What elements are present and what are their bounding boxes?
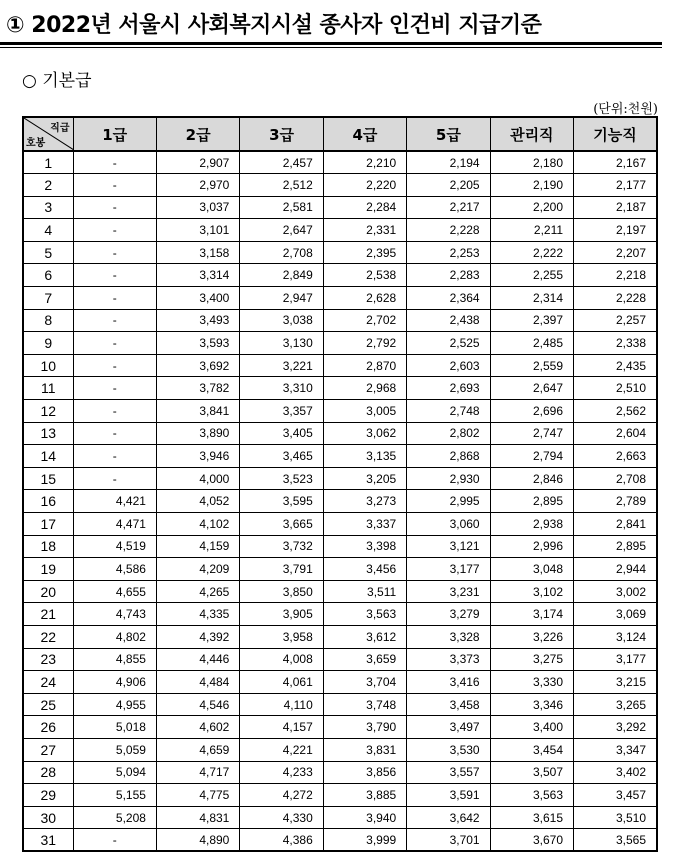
value-cell: 3,060 (407, 513, 490, 536)
column-header: 5급 (407, 117, 490, 151)
value-cell: 2,197 (574, 219, 657, 242)
value-cell: 3,310 (240, 377, 323, 400)
column-header: 3급 (240, 117, 323, 151)
value-cell: 3,557 (407, 761, 490, 784)
value-cell: 5,155 (73, 784, 156, 807)
value-cell: 2,748 (407, 400, 490, 423)
value-cell: 4,519 (73, 535, 156, 558)
value-cell: 3,692 (156, 354, 239, 377)
table-row (23, 513, 657, 536)
step-cell: 14 (23, 445, 73, 468)
step-cell: 23 (23, 648, 73, 671)
value-cell: 4,775 (156, 784, 239, 807)
value-cell: 2,693 (407, 377, 490, 400)
title-underline-thick (0, 42, 662, 45)
value-cell: 2,253 (407, 241, 490, 264)
value-cell: 2,210 (323, 151, 406, 174)
value-cell: 4,743 (73, 603, 156, 626)
value-cell: 4,272 (240, 784, 323, 807)
table-row (23, 309, 657, 332)
value-cell: 4,102 (156, 513, 239, 536)
value-cell: 2,789 (574, 490, 657, 513)
value-cell: 2,438 (407, 309, 490, 332)
value-cell: 3,347 (574, 738, 657, 761)
value-cell: - (73, 467, 156, 490)
value-cell: 2,870 (323, 354, 406, 377)
value-cell: 4,831 (156, 806, 239, 829)
value-cell: 3,231 (407, 580, 490, 603)
table-row (23, 332, 657, 355)
table-row (23, 241, 657, 264)
value-cell: 2,228 (574, 287, 657, 310)
value-cell: 2,747 (490, 422, 573, 445)
step-cell: 25 (23, 693, 73, 716)
value-cell: 3,275 (490, 648, 573, 671)
step-cell: 6 (23, 264, 73, 287)
value-cell: 2,180 (490, 151, 573, 174)
value-cell: 4,802 (73, 625, 156, 648)
table-row (23, 580, 657, 603)
value-cell: 2,257 (574, 309, 657, 332)
value-cell: 3,177 (574, 648, 657, 671)
corner-grade-label: 직급 (50, 123, 70, 134)
value-cell: 2,284 (323, 196, 406, 219)
value-cell: 4,546 (156, 693, 239, 716)
value-cell: 3,273 (323, 490, 406, 513)
step-cell: 31 (23, 829, 73, 852)
value-cell: - (73, 264, 156, 287)
corner-step-label: 호봉 (26, 138, 46, 149)
value-cell: 3,158 (156, 241, 239, 264)
value-cell: 3,841 (156, 400, 239, 423)
value-cell: 4,421 (73, 490, 156, 513)
value-cell: 5,018 (73, 716, 156, 739)
value-cell: 3,062 (323, 422, 406, 445)
step-cell: 19 (23, 558, 73, 581)
value-cell: 2,220 (323, 174, 406, 197)
value-cell: 3,400 (490, 716, 573, 739)
value-cell: - (73, 422, 156, 445)
value-cell: 3,615 (490, 806, 573, 829)
value-cell: 3,940 (323, 806, 406, 829)
value-cell: 4,233 (240, 761, 323, 784)
table-row (23, 219, 657, 242)
value-cell: 3,048 (490, 558, 573, 581)
value-cell: 4,717 (156, 761, 239, 784)
value-cell: 3,497 (407, 716, 490, 739)
value-cell: 2,868 (407, 445, 490, 468)
value-cell: 3,279 (407, 603, 490, 626)
value-cell: 3,458 (407, 693, 490, 716)
value-cell: 4,159 (156, 535, 239, 558)
value-cell: 4,209 (156, 558, 239, 581)
step-cell: 28 (23, 761, 73, 784)
value-cell: 3,457 (574, 784, 657, 807)
value-cell: 3,124 (574, 625, 657, 648)
value-cell: 2,228 (407, 219, 490, 242)
value-cell: 3,465 (240, 445, 323, 468)
value-cell: 3,130 (240, 332, 323, 355)
table-row (23, 671, 657, 694)
value-cell: 3,563 (323, 603, 406, 626)
value-cell: 3,215 (574, 671, 657, 694)
value-cell: 3,373 (407, 648, 490, 671)
value-cell: 3,205 (323, 467, 406, 490)
value-cell: 3,069 (574, 603, 657, 626)
value-cell: 3,591 (407, 784, 490, 807)
step-cell: 10 (23, 354, 73, 377)
value-cell: 3,748 (323, 693, 406, 716)
value-cell: 3,101 (156, 219, 239, 242)
value-cell: 3,563 (490, 784, 573, 807)
value-cell: 2,200 (490, 196, 573, 219)
table-row (23, 784, 657, 807)
value-cell: 3,732 (240, 535, 323, 558)
value-cell: 3,523 (240, 467, 323, 490)
title-underline-thin (0, 47, 662, 48)
value-cell: 2,849 (240, 264, 323, 287)
value-cell: 3,946 (156, 445, 239, 468)
column-header: 1급 (73, 117, 156, 151)
value-cell: 2,217 (407, 196, 490, 219)
value-cell: 4,330 (240, 806, 323, 829)
value-cell: 5,059 (73, 738, 156, 761)
value-cell: 2,647 (490, 377, 573, 400)
column-header: 4급 (323, 117, 406, 151)
value-cell: 2,314 (490, 287, 573, 310)
value-cell: 2,944 (574, 558, 657, 581)
value-cell: 4,052 (156, 490, 239, 513)
value-cell: 3,405 (240, 422, 323, 445)
value-cell: 3,593 (156, 332, 239, 355)
value-cell: 4,000 (156, 467, 239, 490)
step-cell: 3 (23, 196, 73, 219)
table-row (23, 490, 657, 513)
column-header: 관리직 (490, 117, 573, 151)
value-cell: - (73, 354, 156, 377)
salary-table (22, 116, 658, 852)
value-cell: 2,211 (490, 219, 573, 242)
value-cell: 2,255 (490, 264, 573, 287)
value-cell: 3,595 (240, 490, 323, 513)
table-row (23, 829, 657, 852)
value-cell: 3,905 (240, 603, 323, 626)
value-cell: 2,702 (323, 309, 406, 332)
value-cell: 4,221 (240, 738, 323, 761)
value-cell: 5,208 (73, 806, 156, 829)
value-cell: 3,038 (240, 309, 323, 332)
table-row (23, 377, 657, 400)
value-cell: 2,395 (323, 241, 406, 264)
step-cell: 9 (23, 332, 73, 355)
step-cell: 29 (23, 784, 73, 807)
value-cell: 2,364 (407, 287, 490, 310)
value-cell: 3,885 (323, 784, 406, 807)
step-cell: 17 (23, 513, 73, 536)
step-cell: 12 (23, 400, 73, 423)
value-cell: 2,581 (240, 196, 323, 219)
step-cell: 5 (23, 241, 73, 264)
value-cell: 4,471 (73, 513, 156, 536)
value-cell: 3,999 (323, 829, 406, 852)
step-cell: 8 (23, 309, 73, 332)
value-cell: 3,456 (323, 558, 406, 581)
table-row (23, 354, 657, 377)
value-cell: - (73, 241, 156, 264)
value-cell: 2,177 (574, 174, 657, 197)
table-row (23, 806, 657, 829)
value-cell: 3,612 (323, 625, 406, 648)
value-cell: 3,174 (490, 603, 573, 626)
value-cell: 2,794 (490, 445, 573, 468)
step-cell: 4 (23, 219, 73, 242)
value-cell: 2,167 (574, 151, 657, 174)
value-cell: 2,525 (407, 332, 490, 355)
value-cell: 3,177 (407, 558, 490, 581)
value-cell: 3,226 (490, 625, 573, 648)
value-cell: 4,008 (240, 648, 323, 671)
value-cell: 2,895 (490, 490, 573, 513)
value-cell: 3,314 (156, 264, 239, 287)
value-cell: 2,995 (407, 490, 490, 513)
value-cell: 3,265 (574, 693, 657, 716)
value-cell: 4,335 (156, 603, 239, 626)
value-cell: 3,704 (323, 671, 406, 694)
table-row (23, 693, 657, 716)
value-cell: 2,222 (490, 241, 573, 264)
value-cell: - (73, 196, 156, 219)
step-cell: 20 (23, 580, 73, 603)
value-cell: 3,346 (490, 693, 573, 716)
value-cell: 4,659 (156, 738, 239, 761)
value-cell: 3,659 (323, 648, 406, 671)
step-cell: 18 (23, 535, 73, 558)
value-cell: 3,135 (323, 445, 406, 468)
value-cell: 2,663 (574, 445, 657, 468)
step-cell: 21 (23, 603, 73, 626)
section-heading: ○ 기본급 (22, 71, 92, 91)
value-cell: 3,328 (407, 625, 490, 648)
value-cell: 4,484 (156, 671, 239, 694)
value-cell: 3,002 (574, 580, 657, 603)
value-cell: 2,708 (240, 241, 323, 264)
table-row (23, 558, 657, 581)
table-row (23, 287, 657, 310)
step-cell: 26 (23, 716, 73, 739)
value-cell: 2,970 (156, 174, 239, 197)
table-row (23, 445, 657, 468)
value-cell: 2,187 (574, 196, 657, 219)
value-cell: 3,337 (323, 513, 406, 536)
table-body (23, 151, 657, 851)
value-cell: 3,665 (240, 513, 323, 536)
table-row (23, 264, 657, 287)
value-cell: 2,938 (490, 513, 573, 536)
value-cell: 2,338 (574, 332, 657, 355)
value-cell: 2,283 (407, 264, 490, 287)
table-row (23, 422, 657, 445)
value-cell: 3,005 (323, 400, 406, 423)
value-cell: 3,510 (574, 806, 657, 829)
value-cell: 2,559 (490, 354, 573, 377)
value-cell: 4,602 (156, 716, 239, 739)
table-row (23, 467, 657, 490)
value-cell: 3,402 (574, 761, 657, 784)
value-cell: 2,218 (574, 264, 657, 287)
value-cell: 2,930 (407, 467, 490, 490)
value-cell: 2,628 (323, 287, 406, 310)
value-cell: - (73, 332, 156, 355)
value-cell: 5,094 (73, 761, 156, 784)
value-cell: 3,530 (407, 738, 490, 761)
value-cell: 3,791 (240, 558, 323, 581)
value-cell: 3,416 (407, 671, 490, 694)
value-cell: 3,102 (490, 580, 573, 603)
column-header: 기능직 (574, 117, 657, 151)
value-cell: - (73, 400, 156, 423)
value-cell: - (73, 174, 156, 197)
step-cell: 13 (23, 422, 73, 445)
value-cell: 3,565 (574, 829, 657, 852)
header-row (23, 117, 657, 151)
value-cell: - (73, 377, 156, 400)
value-cell: 3,670 (490, 829, 573, 852)
value-cell: 4,890 (156, 829, 239, 852)
value-cell: 2,696 (490, 400, 573, 423)
value-cell: 2,907 (156, 151, 239, 174)
value-cell: 4,955 (73, 693, 156, 716)
step-cell: 1 (23, 151, 73, 174)
value-cell: 2,708 (574, 467, 657, 490)
step-cell: 11 (23, 377, 73, 400)
value-cell: 2,397 (490, 309, 573, 332)
value-cell: 2,846 (490, 467, 573, 490)
value-cell: - (73, 151, 156, 174)
step-cell: 2 (23, 174, 73, 197)
value-cell: 3,790 (323, 716, 406, 739)
table-row (23, 151, 657, 174)
value-cell: 4,586 (73, 558, 156, 581)
value-cell: 4,855 (73, 648, 156, 671)
value-cell: 4,655 (73, 580, 156, 603)
value-cell: 2,604 (574, 422, 657, 445)
value-cell: 4,110 (240, 693, 323, 716)
table-row (23, 716, 657, 739)
step-cell: 15 (23, 467, 73, 490)
value-cell: 2,457 (240, 151, 323, 174)
value-cell: 2,562 (574, 400, 657, 423)
value-cell: 2,792 (323, 332, 406, 355)
value-cell: 2,603 (407, 354, 490, 377)
value-cell: 4,392 (156, 625, 239, 648)
value-cell: 2,205 (407, 174, 490, 197)
value-cell: 3,037 (156, 196, 239, 219)
value-cell: 4,446 (156, 648, 239, 671)
value-cell: 4,265 (156, 580, 239, 603)
value-cell: 4,386 (240, 829, 323, 852)
table-row (23, 761, 657, 784)
value-cell: 3,292 (574, 716, 657, 739)
table-row (23, 400, 657, 423)
value-cell: 3,511 (323, 580, 406, 603)
value-cell: 2,947 (240, 287, 323, 310)
table-row (23, 625, 657, 648)
value-cell: 2,841 (574, 513, 657, 536)
value-cell: 2,512 (240, 174, 323, 197)
value-cell: - (73, 287, 156, 310)
unit-label: (단위:천원) (593, 102, 658, 117)
value-cell: 3,493 (156, 309, 239, 332)
value-cell: 2,190 (490, 174, 573, 197)
value-cell: 3,642 (407, 806, 490, 829)
table-row (23, 535, 657, 558)
table-row (23, 738, 657, 761)
value-cell: 3,856 (323, 761, 406, 784)
table-row (23, 603, 657, 626)
value-cell: 4,061 (240, 671, 323, 694)
value-cell: 4,906 (73, 671, 156, 694)
value-cell: 2,538 (323, 264, 406, 287)
value-cell: 2,895 (574, 535, 657, 558)
value-cell: 3,850 (240, 580, 323, 603)
value-cell: 2,510 (574, 377, 657, 400)
value-cell: 3,890 (156, 422, 239, 445)
value-cell: 2,802 (407, 422, 490, 445)
value-cell: 3,121 (407, 535, 490, 558)
value-cell: 3,398 (323, 535, 406, 558)
value-cell: - (73, 309, 156, 332)
value-cell: 3,782 (156, 377, 239, 400)
value-cell: 4,157 (240, 716, 323, 739)
step-cell: 22 (23, 625, 73, 648)
value-cell: 2,968 (323, 377, 406, 400)
table-row (23, 648, 657, 671)
value-cell: 3,221 (240, 354, 323, 377)
value-cell: 3,330 (490, 671, 573, 694)
value-cell: 3,454 (490, 738, 573, 761)
value-cell: 2,485 (490, 332, 573, 355)
value-cell: - (73, 445, 156, 468)
value-cell: 2,996 (490, 535, 573, 558)
value-cell: 3,400 (156, 287, 239, 310)
step-cell: 16 (23, 490, 73, 513)
table-row (23, 174, 657, 197)
value-cell: 2,194 (407, 151, 490, 174)
value-cell: 2,207 (574, 241, 657, 264)
table-row (23, 196, 657, 219)
step-cell: 7 (23, 287, 73, 310)
value-cell: 2,331 (323, 219, 406, 242)
step-cell: 24 (23, 671, 73, 694)
corner-header-cell (23, 117, 73, 151)
value-cell: - (73, 829, 156, 852)
value-cell: 3,357 (240, 400, 323, 423)
column-header: 2급 (156, 117, 239, 151)
value-cell: 3,831 (323, 738, 406, 761)
step-cell: 27 (23, 738, 73, 761)
value-cell: - (73, 219, 156, 242)
step-cell: 30 (23, 806, 73, 829)
value-cell: 2,647 (240, 219, 323, 242)
value-cell: 2,435 (574, 354, 657, 377)
value-cell: 3,958 (240, 625, 323, 648)
value-cell: 3,701 (407, 829, 490, 852)
document-title: ① 2022년 서울시 사회복지시설 종사자 인건비 지급기준 (6, 13, 542, 38)
value-cell: 3,507 (490, 761, 573, 784)
